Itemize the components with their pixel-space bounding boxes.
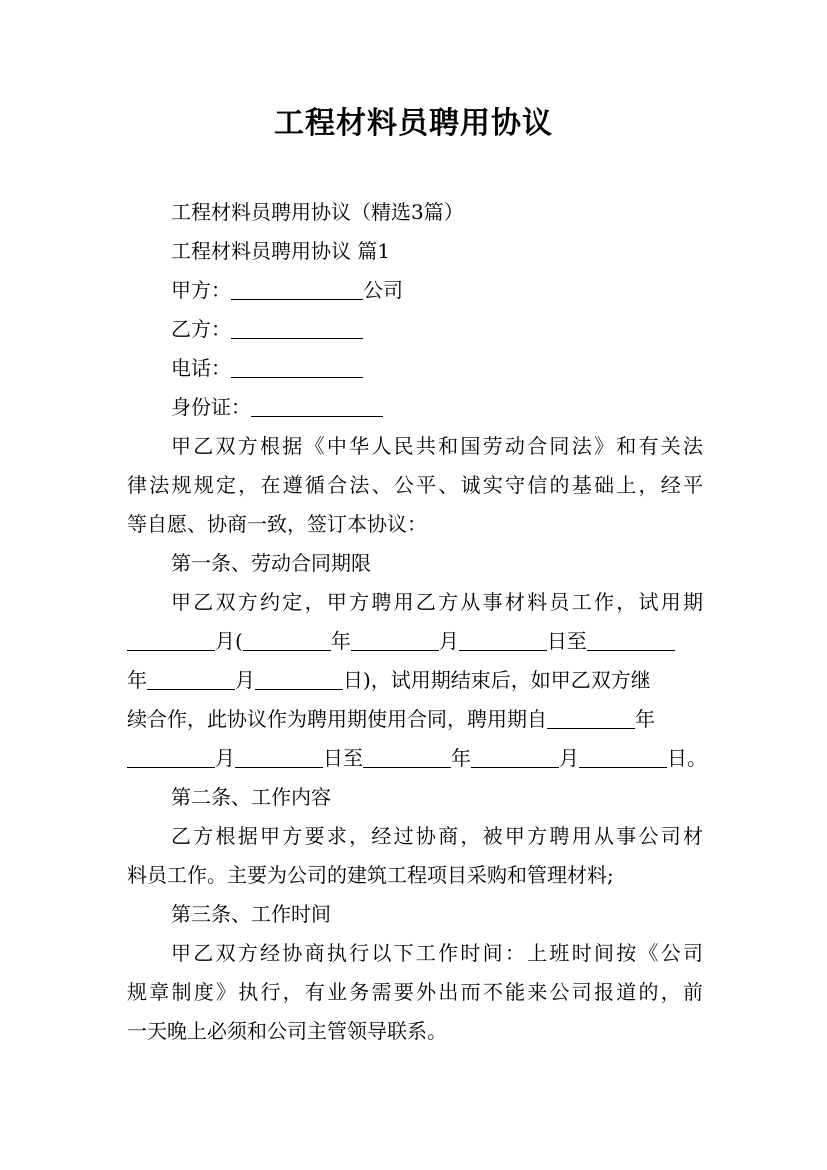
phone-blank [231,355,363,378]
article1-heading: 第一条、劳动合同期限 [171,551,371,575]
a1-month4: 月 [215,746,235,770]
term-start-year-blank [547,706,635,729]
a1-day-to2: 日至 [323,746,363,770]
party-b-line [127,310,703,349]
a1-month5: 月 [559,746,579,770]
article2-heading: 第二条、工作内容 [171,785,331,809]
party-a-label: 甲方： [171,278,231,302]
intro-line-2: 律法规规定，在遵循合法、公平、诚实守信的基础上，经平 [127,473,703,497]
a1-month3: 月 [235,668,255,692]
intro-line-1: 甲乙双方根据《中华人民共和国劳动合同法》和有关法 [171,434,703,458]
article3-line-2: 规章制度》执行，有业务需要外出而不能来公司报道的，前 [127,980,703,1004]
trial-end-year-blank [587,628,675,651]
a1-day-end: 日)，试用期结束后，如甲乙双方继 [343,668,651,692]
phone-label: 电话： [171,356,231,380]
party-a-suffix: 公司 [363,278,403,302]
term-start-month-blank [127,745,215,768]
phone-line [127,349,703,388]
article2-line-1: 乙方根据甲方要求，经过协商，被甲方聘用从事公司材 [171,824,703,848]
a1-line4-text: 续合作，此协议作为聘用期使用合同，聘用期自 [127,707,547,731]
article1-line-2 [127,622,703,661]
document-body [127,193,707,1051]
trial-start-month-blank [351,628,439,651]
article1-line-5 [127,739,707,778]
term-start-day-blank [235,745,323,768]
a1-day-to: 日至 [546,629,587,653]
party-b-blank [231,316,363,339]
a1-year2: 年 [127,668,147,692]
a1-year3: 年 [635,707,655,731]
id-label: 身份证： [171,395,251,419]
intro-line-3: 等自愿、协商一致，签订本协议： [127,512,427,536]
trial-start-year-blank [243,628,331,651]
article3-line-3: 一天晚上必须和公司主管领导联系。 [127,1019,447,1043]
part-heading: 工程材料员聘用协议 篇1 [171,239,391,263]
trial-end-month-blank [147,667,235,690]
a1-month: 月( [215,629,243,653]
party-a-line [127,271,703,310]
article1-line-3 [127,661,703,700]
a1-year: 年 [330,629,351,653]
article3-heading: 第三条、工作时间 [171,902,331,926]
article3-line-1: 甲乙双方经协商执行以下工作时间：上班时间按《公司 [171,941,703,965]
id-line [127,388,703,427]
article1-line-4 [127,700,703,739]
trial-start-day-blank [459,628,547,651]
subtitle: 工程材料员聘用协议（精选3篇） [171,200,464,224]
trial-period-blank [127,628,215,651]
term-end-month-blank [471,745,559,768]
a1-day-final: 日。 [667,746,707,770]
term-end-day-blank [579,745,667,768]
article1-line-1: 甲乙双方约定，甲方聘用乙方从事材料员工作，试用期 [171,590,703,614]
a1-year4: 年 [451,746,471,770]
article2-line-2: 料员工作。主要为公司的建筑工程项目采购和管理材料; [127,863,614,887]
term-end-year-blank [363,745,451,768]
a1-month2: 月 [438,629,459,653]
party-b-label: 乙方： [171,317,231,341]
document-title: 工程材料员聘用协议 [274,106,553,141]
id-blank [251,394,383,417]
trial-end-day-blank [255,667,343,690]
party-a-blank [231,277,363,300]
